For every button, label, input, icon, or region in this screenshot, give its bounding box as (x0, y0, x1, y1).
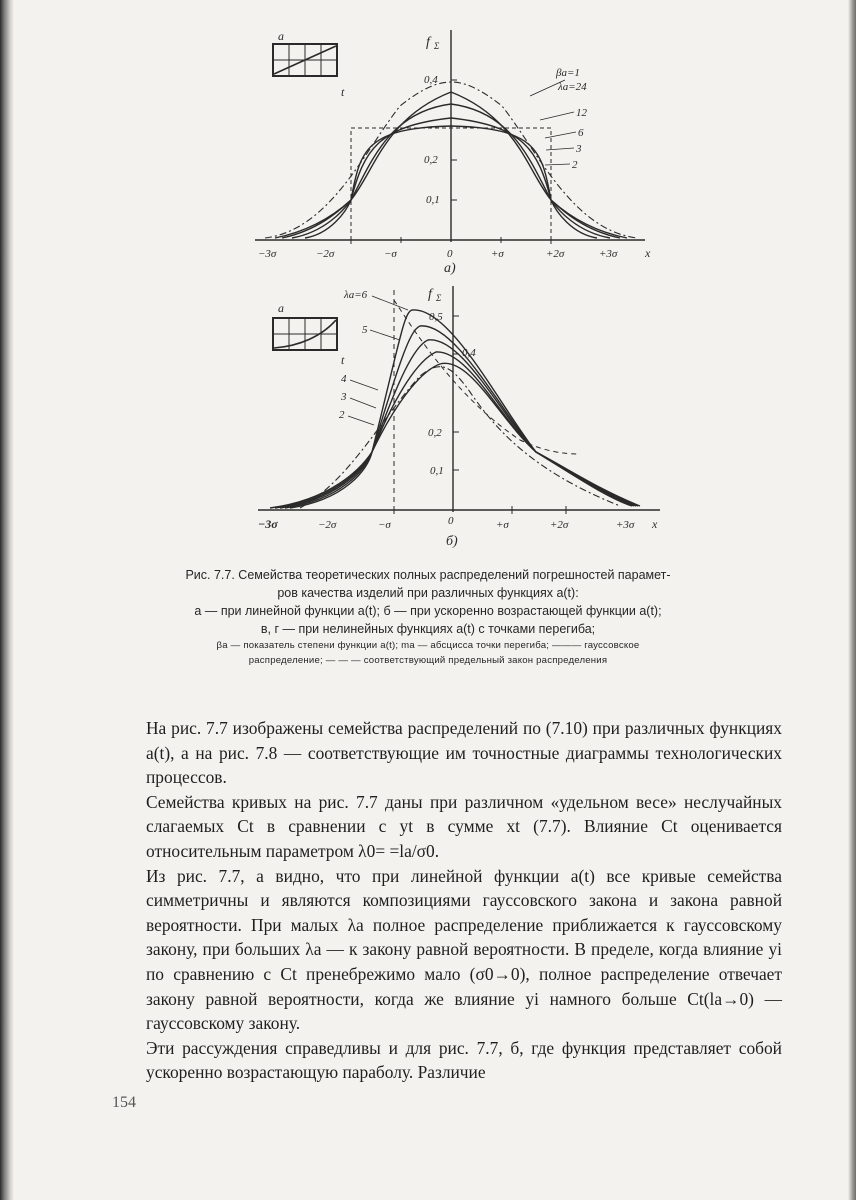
figure-7-7 (0, 0, 856, 560)
panel-b-curve-label: λa=6 (344, 289, 368, 301)
panel-b-curve-2 (270, 363, 640, 508)
panel-a-y-tick: 0,2 (424, 154, 438, 166)
panel-a-x-tick: 0 (447, 248, 453, 260)
caption-legend-line: распределение; — — — соответствующий предельный закон распределения (248, 655, 608, 666)
caption-legend-line: βa — показатель степени функции a(t); ma — абсцисса точки перегиба; ——— гауссовское (216, 640, 640, 651)
panel-a-x-tick: −2σ (316, 248, 335, 260)
panel-a-curve-label: 12 (576, 107, 587, 119)
panel-b-y-tick: 0,4 (462, 347, 476, 359)
panel-a-inset (273, 44, 337, 76)
panel-a-y-label: f (426, 35, 430, 50)
panel-a-curve-label: 3 (576, 143, 582, 155)
panel-a-param-beta: βa=1 (556, 67, 580, 79)
panel-a-labels (258, 29, 651, 276)
page-number: 154 (112, 1094, 136, 1111)
panel-a-param-lambda: λa=24 (558, 81, 587, 93)
panel-b-x-tick: −2σ (318, 519, 337, 531)
panel-a-curve-label: 6 (578, 127, 584, 139)
panel-a-x-tick: +2σ (546, 248, 565, 260)
panel-b-curve-label: 2 (339, 409, 345, 421)
panel-b-x-tick: −σ (378, 519, 391, 531)
panel-b-x-tick: 0 (448, 515, 454, 527)
panel-b-y-tick: 0,1 (430, 465, 444, 477)
caption-line: ров качества изделий при различных функциях a(t): (277, 586, 579, 600)
panel-a-x-tick: −3σ (258, 248, 277, 260)
panel-b-x-tick: −3σ (258, 517, 278, 531)
panel-b (258, 286, 660, 514)
paragraph: На рис. 7.7 изображены семейства распределений по (7.10) при различных функциях a(t), а на рис. 7.8 — соответствующие им точностные диаграммы технологических процессов. (146, 718, 782, 788)
panel-a-x-axis-letter: x (645, 246, 651, 260)
panel-b-inset-y-label: a (278, 301, 284, 315)
panel-a-inset-x-label: t (341, 85, 345, 99)
panel-b-x-tick: +2σ (550, 519, 569, 531)
panel-b-label: б) (446, 534, 458, 549)
paragraph: Из рис. 7.7, а видно, что при линейной функции a(t) все кривые семейства симметричны и являются композициями гауссовского закона и закона равной вероятности. При малых λa полное распределение приближается к гауссовскому закону, при больших λa — к закону равной вероятности. В пределе, когда влияние yi по сравнению с Ct пренебрежимо мало (σ0→0), полное распределение отвечает закону равной вероятности, когда же влияние yi намного больше Ct(la→0) — гауссовскому закону. (146, 865, 782, 1034)
panel-b-y-tick: 0,2 (428, 427, 442, 439)
panel-b-y-label-sub: Σ (436, 293, 442, 303)
panel-b-inset (273, 318, 337, 350)
panel-a-y-label-sub: Σ (434, 41, 440, 51)
panel-a (255, 30, 645, 244)
paragraph: Семейства кривых на рис. 7.7 даны при различном «удельном весе» неслучайных слагаемых Ct в сравнении с yt в сумме xt (7.7). Влияние Ct оценивается относительным параметром λ0= =la/σ0. (146, 791, 782, 861)
paragraph: Эти рассуждения справедливы и для рис. 7.7, б, где функция представляет собой ускоренно возрастающую параболу. Различие (146, 1037, 782, 1083)
caption-line: в, г — при нелинейных функциях a(t) с точками перегиба; (260, 622, 596, 636)
caption-line: а — при линейной функции a(t); б — при ускоренно возрастающей функции a(t); (194, 604, 662, 618)
panel-b-curve-label: 3 (341, 391, 347, 403)
panel-a-x-tick: −σ (384, 248, 397, 260)
panel-a-x-tick: +3σ (599, 248, 618, 260)
panel-b-y-tick: 0,5 (429, 311, 443, 323)
panel-b-curve-label: 4 (341, 373, 347, 385)
panel-a-inset-y-label: a (278, 29, 284, 43)
panel-b-y-label: f (428, 287, 432, 302)
panel-b-x-tick: +3σ (616, 519, 635, 531)
caption-line: Рис. 7.7. Семейства теоретических полных распределений погрешностей парамет- (185, 568, 671, 582)
panel-a-curve-label: 2 (572, 159, 578, 171)
panel-b-x-tick: +σ (496, 519, 509, 531)
panel-a-y-tick: 0,4 (424, 74, 438, 86)
panel-a-x-tick: +σ (491, 248, 504, 260)
panel-b-curve-label: 5 (362, 324, 368, 336)
body-text (146, 716, 782, 1085)
figure-caption (40, 566, 816, 668)
panel-b-inset-x-label: t (341, 353, 345, 367)
panel-a-y-tick: 0,1 (426, 194, 440, 206)
panel-a-label: а) (444, 261, 456, 276)
panel-b-x-axis-letter: x (652, 517, 658, 531)
